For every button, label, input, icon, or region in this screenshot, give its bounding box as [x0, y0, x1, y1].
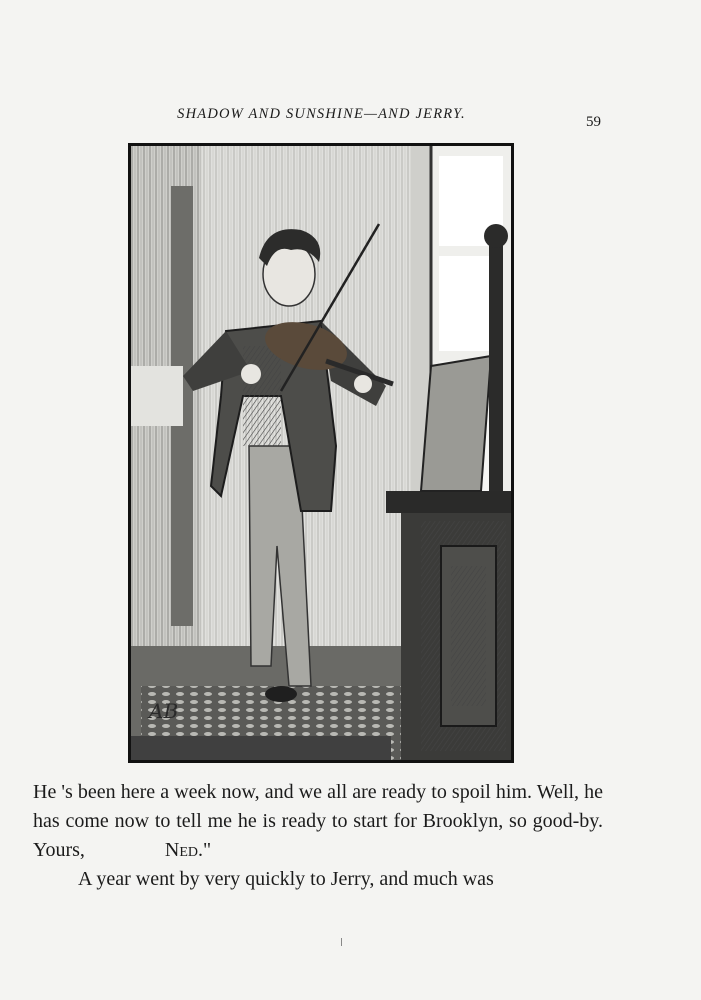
closing-quote: "	[203, 839, 212, 861]
illustration-plate	[128, 143, 514, 763]
paragraph-2: A year went by very quickly to Jerry, and much was	[78, 868, 494, 890]
signoff-name: Ned.	[164, 839, 203, 861]
artist-signature: AB	[149, 699, 179, 723]
paragraph-1	[33, 778, 603, 865]
running-head: SHADOW AND SUNSHINE—AND JERRY.	[177, 106, 466, 122]
paragraph-1-text: He 's been here a week now, and we all are ready to spoil him. Well, he has come now to tell me he is ready to start for Brooklyn, so good-by. Yours,	[33, 781, 603, 861]
boy-with-violin-engraving	[131, 146, 511, 760]
page-number: 59	[586, 114, 601, 130]
printing-mark	[341, 938, 342, 946]
body-text	[33, 778, 603, 894]
